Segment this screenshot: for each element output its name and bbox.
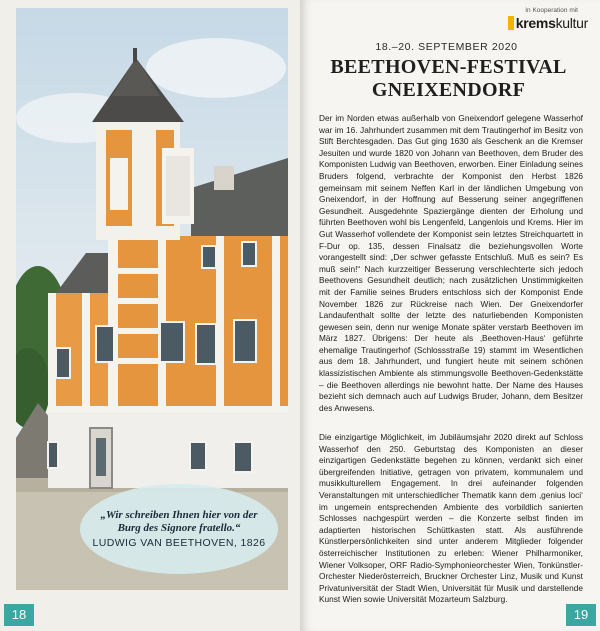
article-paragraph: Der im Norden etwas außerhalb von Gneixendorf gelegene Wasserhof war im 16. Jahrhundert zusammen mit dem Trautingerhof im Besitz von Stift Berchtesgaden. Das Gut ging 1630 als Geschenk an die Kremser Jesuiten und wurde 1820 von Johann van Beethoven, dem Bruder des Komponisten Ludwig van Beethoven, erworben. Einer Einladung seines Bruders folgend, verbrachte der Komponist den Herbst 1826 gemeinsam mit seinem Neffen Karl in der ländlichen Umgebung von Gneixendorf, in der Hoffnung auf Besserung seiner angegriffenen Gesundheit. Ausgedehnte Spaziergänge dienten der Erholung und führten Beethoven wohl bis Lengenfeld, Langenlois und Krems. Hier im Gut Wasserhof vollendete der Komponist sein letztes Streichquartett in F-Dur op. 135, dessen Finalsatz die beziehungsvollen Worte vorangestellt sind: „Der schwer gefasste Entschluß. Muß es sein? Es muß sein!“ Nach kurzzeitiger Besserung verschlechterte sich jedoch Beethovens Gesundheit deutlich; nach zusätzlichen Unstimmigkeiten mit der Familie seines Bruders entschloss sich der Komponist Ende November 1826 zur Rückreise nach Wien. Der Gneixendorfer Landaufenthalt sollte der letzte des naturliebenden Komponisten gewesen sein, denn nur wenige Monate später verstarb Beethoven im März 1827. Übrigens: Der heute als ‚Beethoven-Haus‘ geführte ehemalige Trautingerhof (Schlossstraße 19) stammt im Wesentlichen aus dem 18. Jahrhundert, und fungiert heute mit seinem schönen klassizistischen Ambiente als stimmungsvolle Beethoven-Gedenkstätte – die Beethoven allerdings nie bewohnt hatte. Der Name des Hauses bezieht sich demnach auch auf Ludwigs Bruder, Johann, dem Besitzer des Anwesens. [319,113,583,413]
logo-text-krems: krems [515,15,556,31]
quote-bubble [80,484,278,574]
page-number-left: 18 [4,604,34,626]
logo-mark-icon [508,16,514,30]
logo-text-kultur: kultur [555,15,588,31]
cooperation-label: In Kooperation mit [525,7,578,14]
article-headline: BEETHOVEN-FESTIVAL GNEIXENDORF [330,56,567,101]
event-date: 18.–20. SEPTEMBER 2020 [375,41,518,53]
quote-author: LUDWIG VAN BEETHOVEN, 1826 [92,537,266,549]
quote-text: „Wir schreiben Ihnen hier von der Burg des Signore fratello.“ [100,509,258,534]
page-number-right: 19 [566,604,596,626]
kremskultur-logo [508,15,588,31]
right-page [301,0,600,631]
article-paragraph: Die einzigartige Möglichkeit, im Jubiläumsjahr 2020 direkt auf Schloss Wasserhof den 250. Geburtstag des Komponisten an dieser einzigartigen Gedenkstätte begehen zu können, verdankt sich einer übergreifenden Initiative, getragen von privatem, kommunalem und musikkulturellem Engagement. In drei aufeinander folgenden Veranstaltungen mit unterschiedlicher Thematik kann dem ‚genius loci‘ im ungemein entsprechenden Ambiente des vorbildlich sanierten Schlosses nachgespürt werden – die Konzerte selbst finden im adaptierten historischen Schüttkasten statt. Als ausführende Künstlerpersönlichkeiten sind unter anderem Mitglieder folgender österreichischer Institutionen zu erleben: Wiener Philharmoniker, Wiener Volksoper, ORF Radio-Symphonieorchester Wien, Tonkünstler-Orchester Niederösterreich, Bruckner Orchester Linz, Musik und Kunst Privatuniversität der Stadt Wien, Universität für Musik und darstellende Kunst Wien sowie Universität Mozarteum Salzburg. [319,432,583,605]
